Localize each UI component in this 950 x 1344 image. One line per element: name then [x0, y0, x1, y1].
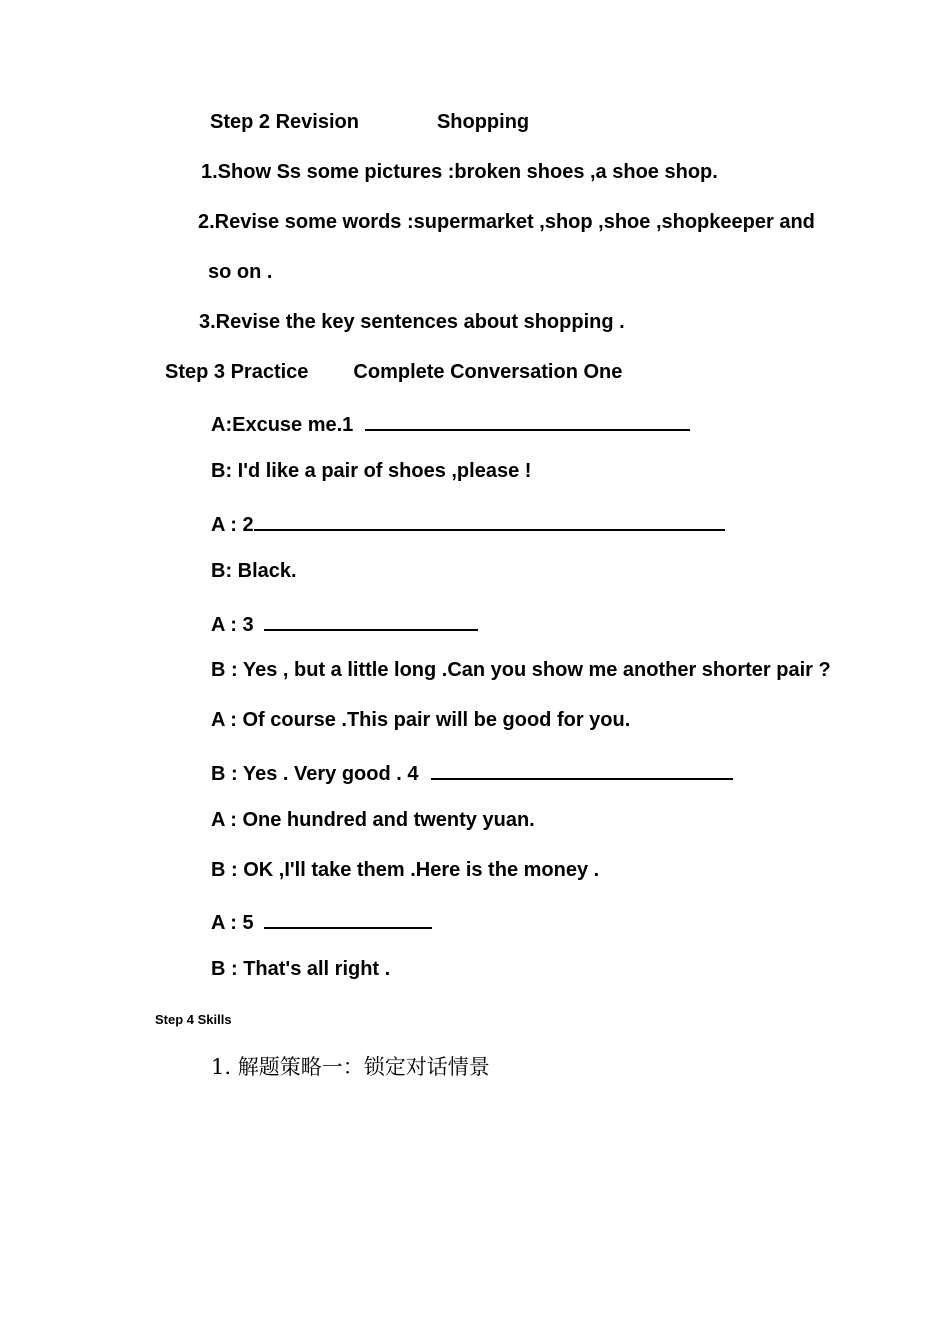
answer-blank-2[interactable]: [254, 509, 725, 531]
dialog-line-11: [211, 907, 432, 935]
step2-topic: Shopping: [436, 111, 530, 133]
dialog-line-1: [211, 409, 690, 437]
dialog-text: A : 2: [211, 514, 254, 536]
step2-item-1: 1.Show Ss some pictures :broken shoes ,a shoe shop.: [201, 161, 718, 183]
dialog-line-10: B : OK ,I'll take them .Here is the money .: [211, 859, 600, 881]
dialog-text: A : 3: [211, 614, 254, 636]
dialog-line-9: A : One hundred and twenty yuan.: [211, 809, 535, 831]
step2-item-3: 3.Revise the key sentences about shopping .: [199, 311, 625, 333]
dialog-text: A : 5: [211, 912, 254, 934]
step3-heading: Step 3 Practice: [165, 361, 309, 383]
step4-heading: Step 4 Skills: [155, 1012, 232, 1027]
dialog-line-7: A : Of course .This pair will be good for you.: [211, 709, 631, 731]
dialog-line-4: B: Black.: [211, 560, 297, 582]
step4-item-1: 1. 解题策略一：锁定对话情景: [211, 1055, 490, 1079]
answer-blank-1[interactable]: [365, 409, 690, 431]
step2-item-2-continued: so on .: [208, 261, 273, 283]
answer-blank-4[interactable]: [431, 758, 733, 780]
dialog-text: B : Yes . Very good . 4: [211, 763, 419, 785]
dialog-line-5: [211, 609, 478, 637]
answer-blank-5[interactable]: [264, 907, 432, 929]
answer-blank-3[interactable]: [264, 609, 478, 631]
dialog-line-3: [211, 509, 725, 537]
step2-heading-line: [210, 110, 529, 134]
dialog-text: A:Excuse me.1: [211, 414, 354, 436]
step2-heading: Step 2 Revision: [210, 111, 359, 133]
dialog-line-8: [211, 758, 733, 786]
dialog-line-6: B : Yes , but a little long .Can you show me another shorter pair ?: [211, 659, 831, 681]
step3-topic: Complete Conversation One: [353, 361, 623, 383]
step2-item-2: 2.Revise some words :supermarket ,shop ,shoe ,shopkeeper and: [198, 211, 815, 233]
step3-heading-line: [165, 360, 622, 384]
dialog-line-12: B : That's all right .: [211, 958, 391, 980]
dialog-line-2: B: I'd like a pair of shoes ,please !: [211, 460, 532, 482]
